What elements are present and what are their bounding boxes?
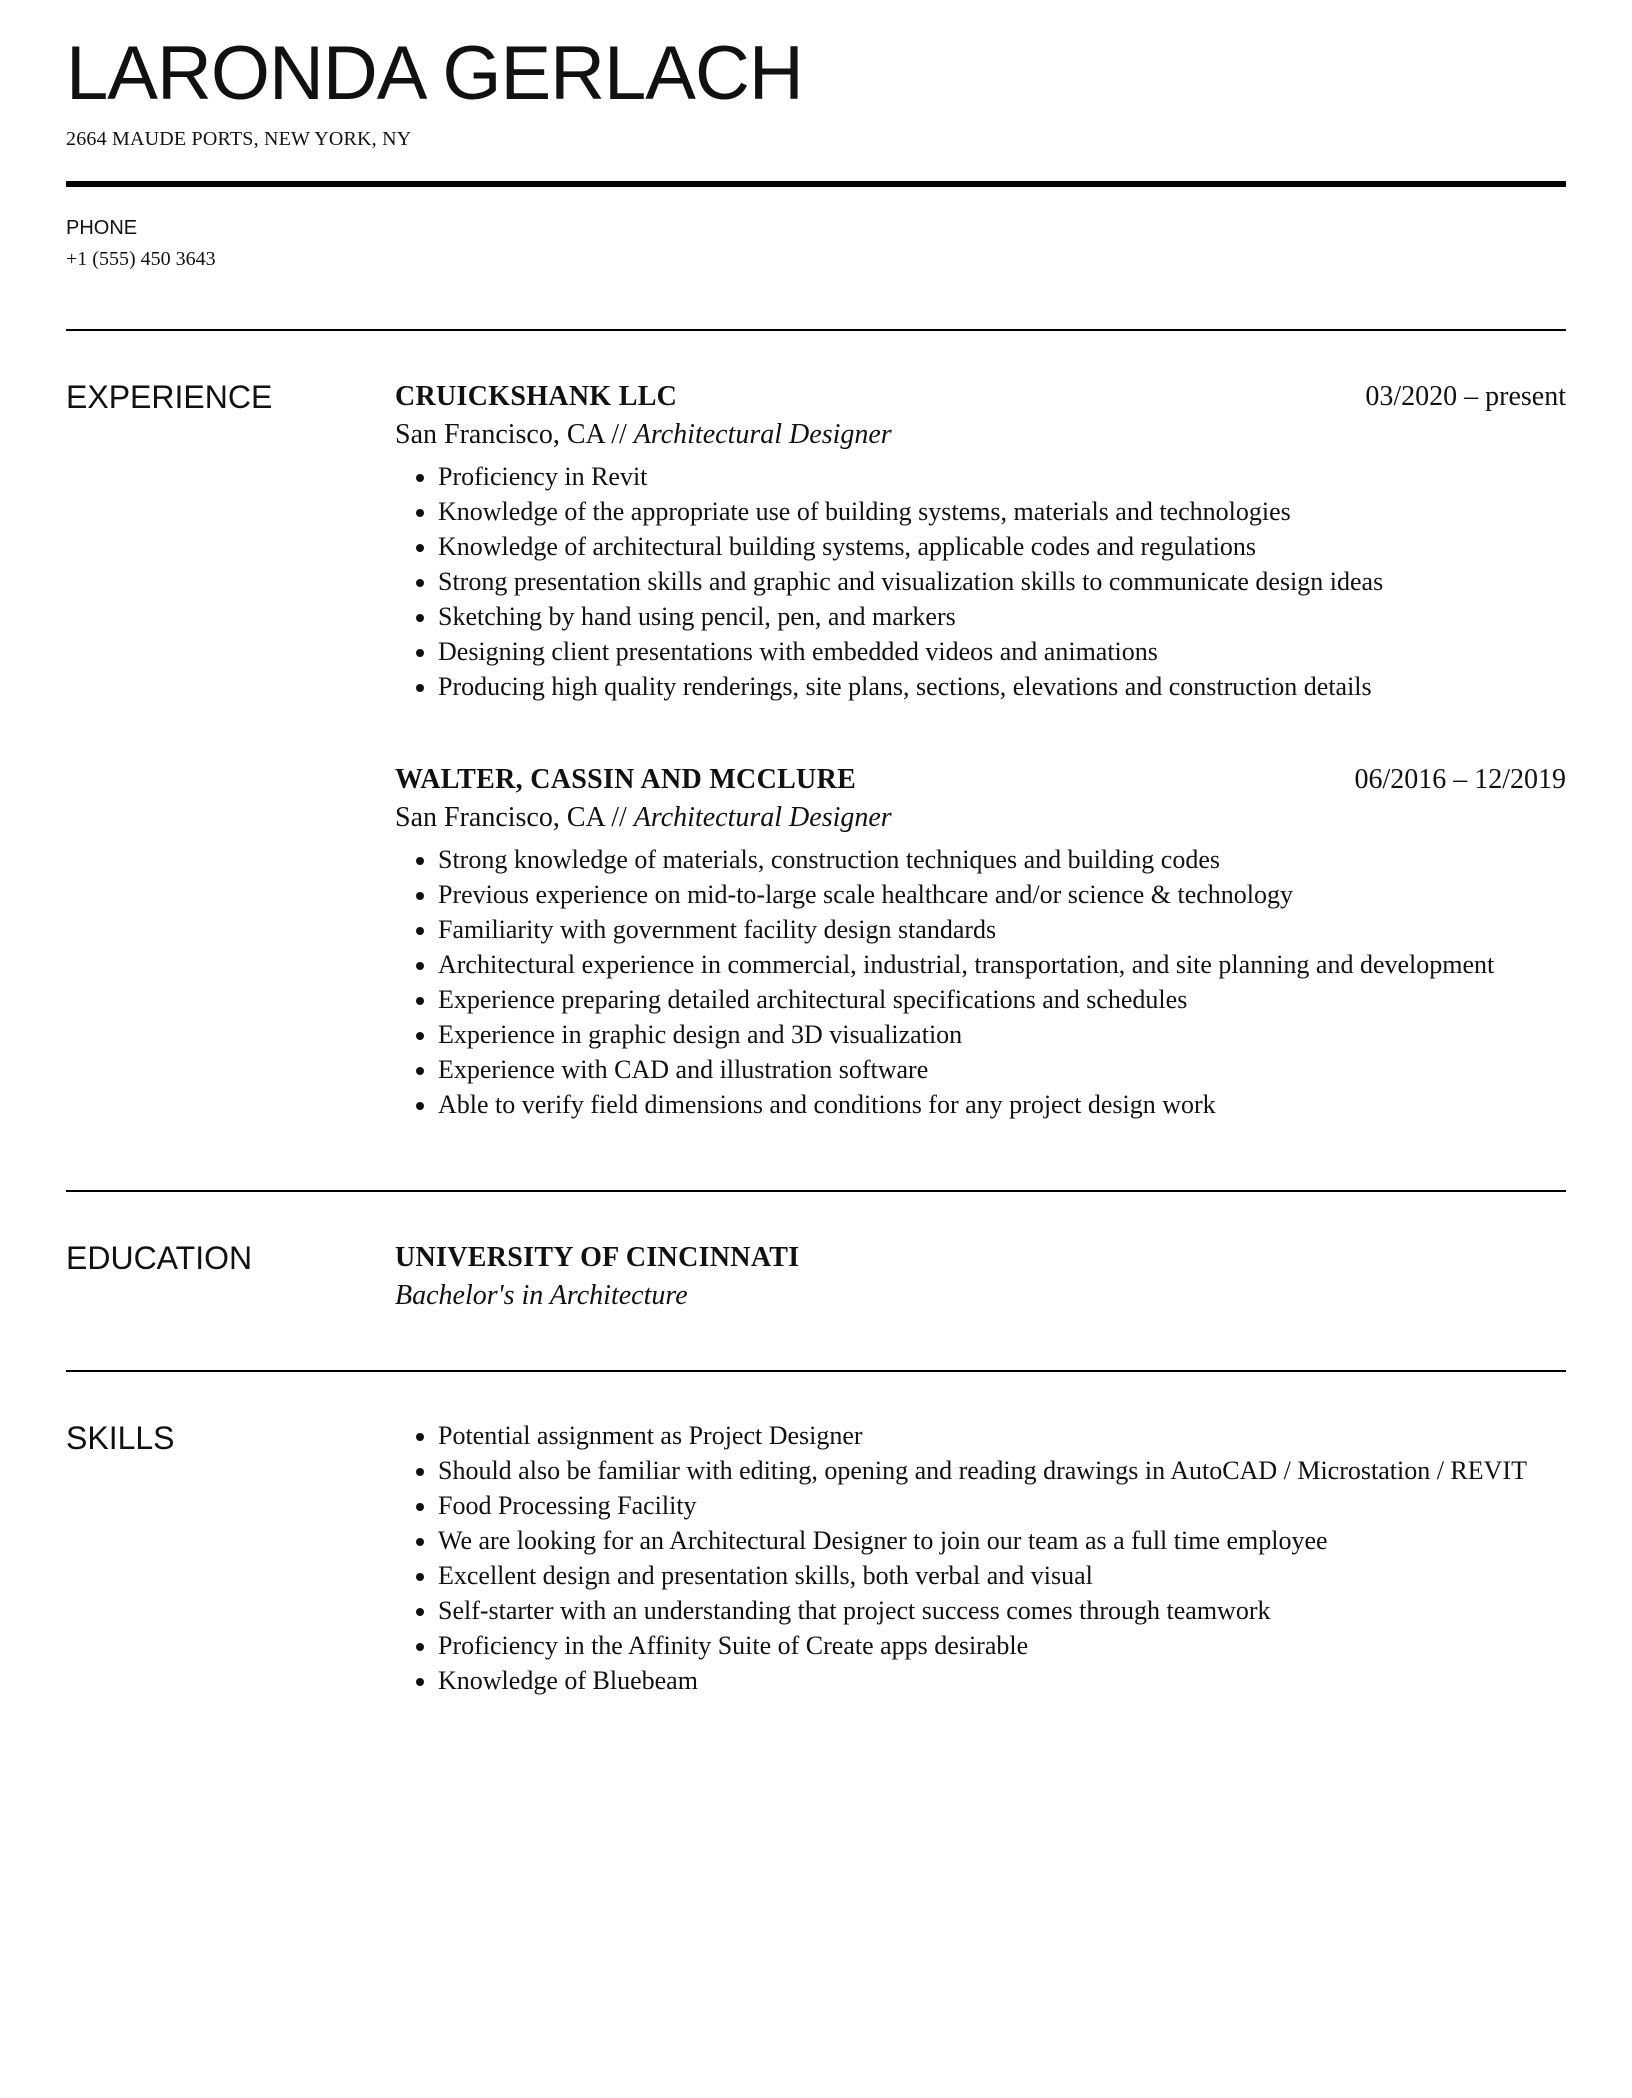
- list-item: • Experience preparing detailed architectural specifications and schedules: [438, 982, 1566, 1017]
- experience-list: [395, 381, 1566, 1122]
- company-name: CRUICKSHANK LLC: [395, 381, 678, 412]
- list-item: • Designing client presentations with embedded videos and animations: [438, 634, 1566, 669]
- list-item: • Knowledge of Bluebeam: [438, 1663, 1566, 1698]
- list-item: • Food Processing Facility: [438, 1488, 1566, 1523]
- list-item: • Sketching by hand using pencil, pen, and markers: [438, 599, 1566, 634]
- experience-section: [66, 381, 1566, 1122]
- list-item: • Previous experience on mid-to-large scale healthcare and/or science & technology: [438, 877, 1566, 912]
- list-item: • Proficiency in Revit: [438, 459, 1566, 494]
- job-bullets: [395, 842, 1566, 1122]
- list-item: • Proficiency in the Affinity Suite of Create apps desirable: [438, 1628, 1566, 1663]
- list-item: • Architectural experience in commercial, industrial, transportation, and site planning and development: [438, 947, 1566, 982]
- list-item: • Self-starter with an understanding that project success comes through teamwork: [438, 1593, 1566, 1628]
- list-item: • Experience in graphic design and 3D visualization: [438, 1017, 1566, 1052]
- list-item: • Strong presentation skills and graphic and visualization skills to communicate design ideas: [438, 564, 1566, 599]
- list-item: • Experience with CAD and illustration software: [438, 1052, 1566, 1087]
- header-divider: [66, 181, 1566, 187]
- job-location-role: [395, 802, 1566, 834]
- skills-list: [395, 1422, 1566, 1698]
- job-location-role: [395, 419, 1566, 451]
- job-entry: [395, 764, 1566, 1122]
- school-name: UNIVERSITY OF CINCINNATI: [395, 1242, 800, 1273]
- job-header: [395, 381, 1566, 413]
- list-item: • Able to verify field dimensions and conditions for any project design work: [438, 1087, 1566, 1122]
- section-title-skills: SKILLS: [66, 1420, 175, 1456]
- job-location: San Francisco, CA: [395, 419, 605, 450]
- list-item: • Knowledge of the appropriate use of building systems, materials and technologies: [438, 494, 1566, 529]
- job-bullets: [395, 459, 1566, 704]
- job-dates: 06/2016 – 12/2019: [1354, 764, 1566, 795]
- degree: Bachelor's in Architecture: [395, 1280, 688, 1311]
- education-section: [66, 1242, 1566, 1312]
- phone-label: PHONE: [66, 217, 138, 239]
- job-header: [395, 764, 1566, 796]
- section-divider: [66, 1370, 1566, 1372]
- list-item: • Strong knowledge of materials, construction techniques and building codes: [438, 842, 1566, 877]
- job-dates: 03/2020 – present: [1365, 381, 1566, 412]
- education-entry: [395, 1242, 1566, 1312]
- list-item: • Familiarity with government facility design standards: [438, 912, 1566, 947]
- skills-section: [66, 1422, 1566, 1698]
- phone-number: +1 (555) 450 3643: [66, 248, 216, 270]
- list-item: • Producing high quality renderings, site plans, sections, elevations and construction details: [438, 669, 1566, 704]
- list-item: • Knowledge of architectural building systems, applicable codes and regulations: [438, 529, 1566, 564]
- list-item: • We are looking for an Architectural Designer to join our team as a full time employee: [438, 1523, 1566, 1558]
- section-divider: [66, 329, 1566, 331]
- job-role: Architectural Designer: [633, 419, 892, 450]
- section-title-education: EDUCATION: [66, 1240, 253, 1276]
- list-item: • Excellent design and presentation skills, both verbal and visual: [438, 1558, 1566, 1593]
- location-role-separator: //: [604, 419, 634, 450]
- job-entry: [395, 381, 1566, 704]
- company-name: WALTER, CASSIN AND MCCLURE: [395, 764, 857, 795]
- skill-bullets: [395, 1418, 1566, 1698]
- list-item: • Potential assignment as Project Designer: [438, 1418, 1566, 1453]
- section-divider: [66, 1190, 1566, 1192]
- candidate-name: LARONDA GERLACH: [66, 31, 803, 116]
- address: 2664 MAUDE PORTS, NEW YORK, NY: [66, 128, 412, 150]
- job-role: Architectural Designer: [633, 802, 892, 833]
- job-location: San Francisco, CA: [395, 802, 605, 833]
- location-role-separator: //: [604, 802, 634, 833]
- list-item: • Should also be familiar with editing, opening and reading drawings in AutoCAD / Microstation / REVIT: [438, 1453, 1566, 1488]
- section-title-experience: EXPERIENCE: [66, 379, 273, 415]
